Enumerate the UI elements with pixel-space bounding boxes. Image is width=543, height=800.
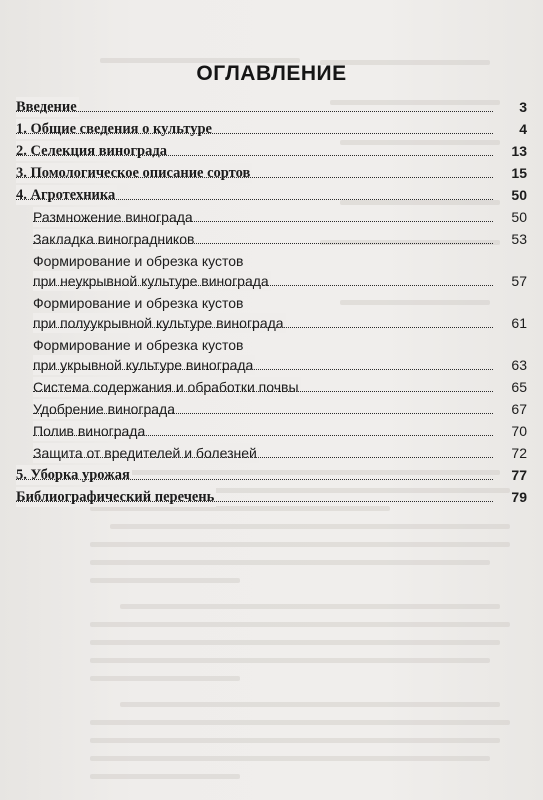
toc-page-number: 77 [511,467,527,483]
dot-leader [33,221,493,222]
toc-page-number: 70 [511,423,527,439]
toc-entry-propagation [33,207,527,227]
toc-page-number: 57 [511,273,527,289]
toc-entry-title: Размножение винограда [33,209,193,225]
dot-leader [33,457,493,458]
toc-entry-title: Удобрение винограда [33,401,175,417]
toc-entry-title-line1: Формирование и обрезка кустов [33,295,244,311]
toc-entry-title: Система содержания и обработки почвы [33,379,299,395]
dot-leader [33,369,493,370]
dot-leader [16,501,493,502]
toc-entry-pruning-semi-covered [33,313,527,333]
toc-page-number: 13 [511,143,527,159]
toc-page-number: 50 [511,187,527,203]
toc-entry-pruning-covered [33,355,527,375]
toc-entry-bibliography [16,487,527,507]
dot-leader [16,155,493,156]
toc-page-number: 15 [511,165,527,181]
toc-entry-title: 4. Агротехника [16,187,116,203]
toc-page-number: 79 [511,489,527,505]
toc-page-number: 63 [511,357,527,373]
toc-page-number: 4 [519,121,527,137]
dot-leader [16,199,493,200]
dot-leader [16,177,493,178]
toc-entry-title-line1: Формирование и обрезка кустов [33,253,244,269]
dot-leader [33,435,493,436]
toc-entry-introduction [16,97,527,117]
toc-page-number: 50 [511,209,527,225]
toc-entry-chapter-5 [16,465,527,485]
dot-leader [16,479,493,480]
toc-entry-chapter-1 [16,119,527,139]
dot-leader [33,243,493,244]
toc-entry-title: Введение [16,99,77,115]
toc-entry-soil-management [33,377,527,397]
toc-entry-title: при неукрывной культуре винограда [33,273,269,289]
toc-entry-title: 5. Уборка урожая [16,467,130,483]
toc-entry-irrigation [33,421,527,441]
toc-entry-fertilization [33,399,527,419]
page-title: ОГЛАВЛЕНИЕ [196,62,347,85]
toc-page-number: 67 [511,401,527,417]
dot-leader [33,285,493,286]
toc-entry-title: Полив винограда [33,423,146,439]
dot-leader [16,111,493,112]
toc-entry-title: Библиографический перечень [16,489,215,505]
toc-entry-chapter-3 [16,163,527,183]
toc-entry-title: 2. Селекция винограда [16,143,167,159]
toc-page-number: 53 [511,231,527,247]
toc-page-number: 65 [511,379,527,395]
toc-entry-title: 1. Общие сведения о культуре [16,121,212,137]
toc-entry-title-line1: Формирование и обрезка кустов [33,337,244,353]
toc-entry-pest-protection [33,443,527,463]
toc-page-number: 72 [511,445,527,461]
toc-entry-title: Закладка виноградников [33,231,195,247]
toc-page-number: 61 [511,315,527,331]
toc-entry-title: при полуукрывной культуре винограда [33,315,284,331]
toc-page-number: 3 [519,99,527,115]
dot-leader [16,133,493,134]
dot-leader [33,327,493,328]
dot-leader [33,391,493,392]
toc-entry-pruning-uncovered [33,271,527,291]
toc-entry-title: 3. Помологическое описание сортов [16,165,251,181]
toc-entry-title: при укрывной культуре винограда [33,357,254,373]
toc-entry-vineyard-planting [33,229,527,249]
dot-leader [33,413,493,414]
toc-entry-chapter-2 [16,141,527,161]
toc-entry-chapter-4 [16,185,527,205]
toc-entry-title: Защита от вредителей и болезней [33,445,257,461]
